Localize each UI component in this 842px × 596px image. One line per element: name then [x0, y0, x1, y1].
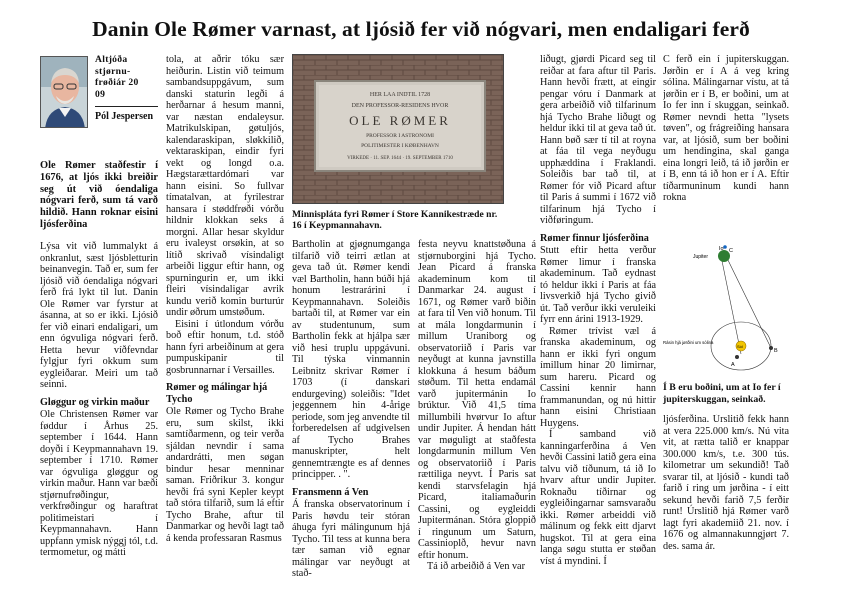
earth-b-mark	[769, 346, 773, 350]
tagline-line: Altjóða	[95, 54, 128, 65]
plaque-text-line: POLITIMESTER I KØBENHAVN	[361, 143, 439, 149]
column-4	[418, 239, 536, 586]
plaque-text-line: PROFESSOR I ASTRONOMI	[366, 133, 434, 139]
tagline-line: frøðiár 20	[95, 77, 139, 89]
body-paragraph: Ole Christensen Rømer var føddur í Århus 25. september í 1644. Hann doyði í Keypmannahavn 19. september í 1710. Rømer var ógvuliga gløggur og virkin maður. Hann var bæði stjørnufrøðingur, verkfrøðingur og haraftrat politimeistari í Keypmannahavn. Hann uppfann ymisk nýggj tól, t.d. termometur, og mátti	[40, 409, 158, 558]
b-label: B	[774, 348, 778, 354]
io-label: Io	[719, 246, 724, 252]
plaque-text-line: HER LAA INDTIL 1728	[369, 92, 431, 98]
subheading: Gløggur og virkin maður	[40, 396, 150, 408]
orbit-label: Rásin hjá jørðini um sólina	[663, 340, 714, 345]
tagline-line: stjørnu-	[95, 65, 131, 77]
light-path-a	[721, 256, 741, 354]
body-paragraph: Í samband við kanningarferðina á Ven hevði Cassini latið gera eina talvu við tíðunum, tá ið Io hvarv aftur undir Jupiter. Roknaðu tíðirnar og eygleiðingarnar samsvaraðu ikki. Rømer arbeiddi við málinum og fekk eitt djarvt hugskot. Til at gera eina langa søgu stutta er støðan víst á myndini. Í	[540, 429, 656, 567]
column-1	[40, 241, 158, 586]
body-paragraph: ljósferðina. Úrslitið fekk hann at vera 225.000 km/s. Nú vita vit, at rætta talið er knappar 300.000 km/s, t.e. 300 tús. kilometrar um sekundið! Tað svarar til, at ljósið - kundi tað farið í ring um jørðina - í eitt sekund hevði farið 7,5 ferðir runt! Úrslitið hjá Rømer varð lagt fyri akademiið 21. nov. í 1676 og almannakunngjørt 7. des. sama ár.	[663, 414, 789, 552]
jupiter-label: Jupiter	[693, 254, 709, 260]
subheading: Fransmenn á Ven	[292, 486, 369, 498]
orbit-diagram-svg	[663, 236, 789, 376]
author-photo	[40, 56, 88, 128]
plaque-text-line: OLE RØMER	[349, 113, 451, 128]
column-6-bottom	[663, 414, 789, 586]
author-portrait-image	[41, 57, 88, 128]
column-tagline	[95, 54, 157, 100]
body-paragraph: Tá ið arbeiðið á Ven var	[427, 561, 525, 572]
body-paragraph: liðugt, gjørdi Picard seg til reiðar at fara aftur til Paris. Hann hevði frætt, at eingir pengar vóru í Danmark at gera arbeiðið við tilfarinum hjá Tycho Brahe liðugt og heldur ikki til at geva tað út. Hann bøð sær tí til at royna at fáa til vega neyðugu upphæddina í Fraklandi. Soleiðis bar tað til, at Rømer fór við Picard aftur til Paris á summi í 1672 við tilfarinum hjá Tycho í viðføringum.	[540, 54, 656, 226]
article-headline: Danin Ole Rømer varnast, at ljósið fer við nógvari, men endaligari ferð	[92, 17, 750, 41]
body-paragraph: festa neyvu knattstøðuna á stjørnuborgini hjá Tycho. Jean Picard á franska akademinum kom til Danmarkar 24. august í 1671, og Rømer varð biðin at fara til Ven við honum. Til at mála longdarmunin í millum Uraniborg og observatoriið í Paris var neyðugt at kunna javnstilla klokkuna á hesum báðum støðum. Til hetta endamál varð jupitermánin Io brúktur. Við 41,5 tíma millumbili hvørvur Io aftur undir Jupiter. Á hendan hátt var møguligt at staðfesta longdarmunin millum Ven og observatoriið í Paris rættiliga neyvt. Í Paris sat kendi starvsfelagin hjá Picard, italiamaðurin Cassini, og eygleiddi Jupitermánan. Stóra gloppið í ringunum um Saturn, Cassinioplð, hevur navn eftir honum.	[418, 239, 536, 561]
body-paragraph: tola, at aðrir tóku sær heiðurin. Listin við teimum sambandsuppgávum, sum danski staturin legði á herðarnar á hesum manni, var næstan endaleysur. Matrikulskipan, gøtuljós, kalendaraskipan, sløkkilið, vektaraskipan, eindir fyri vekt og longd o.a. Hægstarættardómari var hann eisini. So fullvar tímatalvan, at fyrilestrar hansara í støddfrøði vórðu hildnir klokkan seks á morgni. Allar hesar skyldur eru ivaleyst orsøkin, at so lítið skrivað vísindaligt arbeiði liggur eftir hann, og spurningurin er, um ikki fleiri vísindaligar avrik kundu verið komin burturúr undir øðrum umstøðum.	[166, 54, 284, 318]
earth-a-mark	[735, 355, 739, 359]
plaque-text-line: VIRKEDE · 11. SEP. 1644 · 19. SEPTEMBER 1710	[347, 156, 453, 161]
body-paragraph: Eisini í útlondum vórðu boð eftir honum, t.d. stóð hann fyri arbeiðinum at gera pumpuskipanir til gosbrunnarnar í Versailles.	[166, 318, 284, 376]
lead-paragraph: Ole Rømer staðfestir í 1676, at ljós ikki breiðir seg út við óendaliga nógvari ferð, sum tá varð hildið. Hann roknar eisini ljósferðina	[40, 160, 158, 230]
body-paragraph: Á franska observatorinum í Paris høvdu teir stóran áhuga fyri málingunum hjá Tycho. Til tess at kunna bera tær saman við egnar málingar var neyðugt at stað-	[292, 499, 410, 579]
column-3	[292, 239, 410, 586]
body-paragraph: Rømer trívist væl á franska akademinum, og hann er ikki fyri ongum ímillum hinar 20 limirnar, sum hareru. Picard og Cassini kennir hann frammanundan, og nú hittir hann eisini Christiaan Huygens.	[540, 325, 656, 429]
author-name: Pól Jespersen	[95, 111, 154, 122]
plaque-photo-image	[293, 55, 504, 204]
light-path-b	[725, 254, 771, 348]
subheading: Rømer og málingar hjá Tycho	[166, 382, 268, 405]
author-block	[40, 54, 158, 130]
column-5	[540, 54, 656, 586]
column-6-top	[663, 54, 789, 234]
a-label: A	[731, 362, 735, 368]
body-paragraph: Bartholin at gjøgnumganga tilfarið við teirri ætlan at geva tað út. Rømer kendi væl Bartholin, hann búði hjá honum lestrarárini í Keypmannahavn. Soleiðis bartaði til, at Rømer var ein av studentunum, sum Bartholin fekk at hjálpa sær við hesi truplu uppgávuni. Til týska vinmannin Leibnitz skrivar Rømer í 1703 (í danskari endurgeving) soleiðis: "Idet jeggennem hin 4-årige periode, som jeg anvendte til forberedelsen af udgivelsen af Tycho Brahes manuskripter, helt gennemtrængte es af dennes principper. . ".	[292, 239, 410, 480]
io-mark	[723, 245, 727, 249]
author-divider	[95, 106, 158, 107]
body-paragraph: Stutt eftir hetta verður Rømer limur í franska akademinum. Tað eydnast tó heldur ikki í Paris at fáa livsverkið hjá Tycho givið út. Tað verður ikki veruleiki fyrr enn árini 1913-1929.	[540, 245, 656, 325]
subheading: Rømer finnur ljósferðina	[540, 232, 649, 244]
tagline-line: 09	[95, 88, 106, 100]
sun-label: Sól	[737, 344, 743, 349]
column-2	[166, 54, 284, 586]
c-label: C	[729, 248, 733, 254]
body-paragraph: C ferð ein í jupiterskuggan. Jørðin er í A á veg kring sólina. Málingarnar vístu, at tá jørðin er í B, er boðini, um at Io fer inn í skuggan, seinkað. Rømer nevndi hetta "lysets tøven", og frágreiðing hansara var, at ljósið, sum ber boðini um hendingina, skal ganga eina longri leið, tá ið jørðin er í B, enn tá ið hon er í A. Eftir tíðarmuninum kundi hann rokna	[663, 54, 789, 203]
diagram-caption: Í B eru boðini, um at Io fer í jupiterskuggan, seinkað.	[663, 382, 781, 405]
body-paragraph: Lýsa vit við lummalykt á onkranlut, sæst ljósbletturin beinanvegin. Tað er, sum fer ljósið við óendaliga nógvari ferð frá lykt til lut. Danin Ole Rømer var fyrstur at ásanna, at so er ikki. Ljósið fer við einari endaligari, um enn ógvuliga nógvari ferð. Hetta hevur víðfevndar fylgjur fyri okkum sum eygleiðarar. Meiri um tað seinni.	[40, 241, 158, 390]
plaque-photo	[292, 54, 504, 204]
body-paragraph: Ole Rømer og Tycho Brahe eru, sum skilst, ikki samtíðarmenn, og teir verða sjáldan nevndir í sama andardrátti, men søgan bindur hesar menninar saman. Friðrikur 3. kongur hevði frá syni Kepler keypt tað stóra tilfarið, sum lá eftir Tycho Brahe, aftur til Danmarkar og hevði lagt tað á kenda professaran Rasmus	[166, 406, 284, 544]
photo-caption: Minnisplátа fyri Rømer í Store Kannikestræde nr. 16 í Keypmannahavn.	[292, 209, 498, 231]
orbit-diagram	[663, 236, 789, 376]
plaque-text-line: DEN PROFESSOR-RESIDENS HVOR	[351, 103, 449, 109]
